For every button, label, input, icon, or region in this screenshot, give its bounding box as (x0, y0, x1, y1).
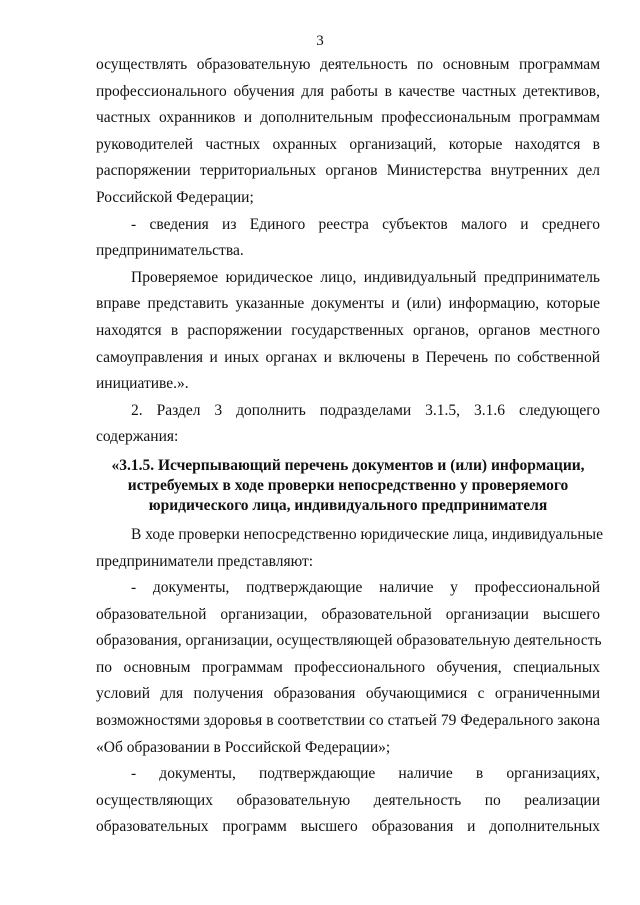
text-line: возможностями здоровья в соответствии со статьей 79 Федерального закона (96, 712, 600, 730)
text-line: профессионального обучения для работы в качестве частных детективов, (96, 82, 600, 100)
text-line: частных охранников и дополнительным профессиональным программам (96, 109, 600, 127)
text-line: вправе представить указанные документы и (или) информацию, которые (96, 295, 600, 313)
list-item-line: - сведения из Единого реестра субъектов малого и среднего (131, 215, 600, 233)
text-line: по основным программам профессионального обучения, специальных (96, 658, 600, 676)
heading-line: «3.1.5. Исчерпывающий перечень документов и (или) информации, (111, 456, 585, 474)
text-line: Российской Федерации; (96, 188, 254, 206)
text-line: содержания: (96, 428, 179, 446)
heading-line: юридического лица, индивидуального предпринимателя (148, 496, 548, 514)
text-line: образования, организации, осуществляющей образовательную деятельность (96, 632, 602, 650)
text-line: предприниматели представляют: (96, 552, 314, 570)
text-line: «Об образовании в Российской Федерации»; (96, 738, 391, 756)
text-line: осуществлять образовательную деятельность по основным программам (96, 56, 600, 73)
text-line: инициативе.». (96, 375, 189, 393)
document-body (96, 52, 603, 841)
text-line: условий для получения образования обучающимися с ограниченными (96, 685, 600, 703)
text-line: распоряжении территориальных органов Министерства внутренних дел (96, 162, 600, 180)
paragraph-start-line: В ходе проверки непосредственно юридические лица, индивидуальные (131, 525, 603, 543)
paragraph-start-line: Проверяемое юридическое лицо, индивидуальный предприниматель (131, 268, 600, 286)
section-heading (96, 456, 600, 516)
list-item-line: - документы, подтверждающие наличие в организациях, (131, 765, 600, 783)
text-line: самоуправления и иных органах и включены в Перечень по собственной (96, 348, 600, 366)
text-line: образовательной организации, образовательной организации высшего (96, 605, 600, 623)
text-line: руководителей частных охранных организаций, которые находятся в (96, 135, 600, 153)
heading-line: истребуемых в ходе проверки непосредственно у проверяемого (127, 476, 569, 494)
page-number: 3 (316, 33, 324, 49)
text-line: осуществляющих образовательную деятельность по реализации (96, 791, 600, 809)
paragraph-start-line: 2. Раздел 3 дополнить подразделами 3.1.5, 3.1.6 следующего (131, 401, 600, 419)
text-line: предпринимательства. (96, 242, 244, 260)
text-line: образовательных программ высшего образования и дополнительных (96, 818, 600, 836)
text-line: находятся в распоряжении государственных органов, органов местного (96, 321, 600, 339)
list-item-line: - документы, подтверждающие наличие у профессиональной (131, 579, 600, 597)
